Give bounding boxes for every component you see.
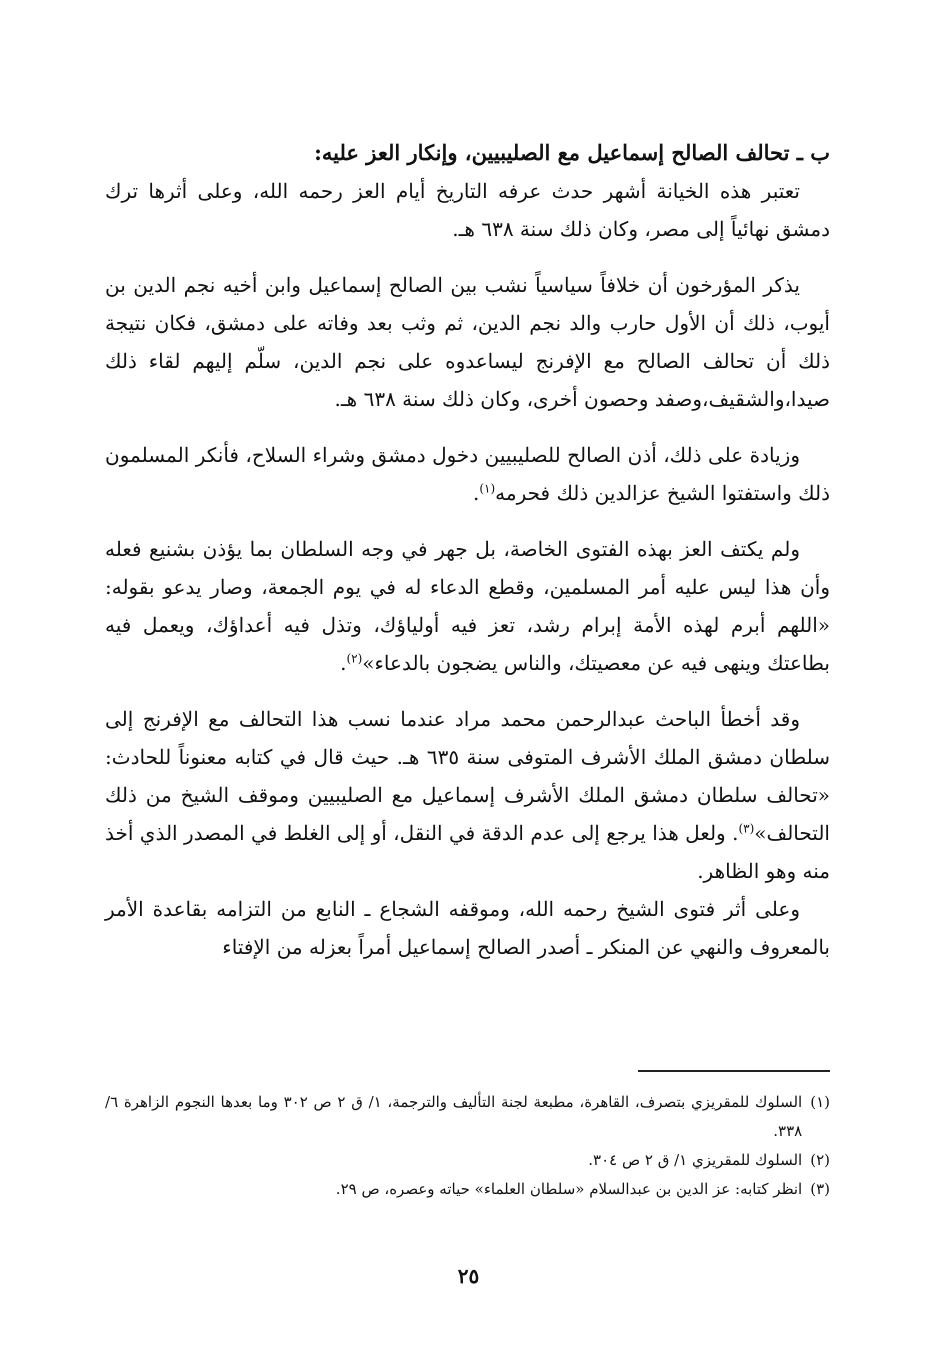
paragraph-text: ولم يكتف العز بهذه الفتوى الخاصة، بل جهر في وجه السلطان بما يؤذن بشنيع فعله وأن هذا ليس عليه أمر المسلمين، وقطع الدعاء له في يوم الجمعة، وصار يدعو بقوله: «اللهم أبرم لهذه الأمة إبرام رشد، تعز فيه أولياؤك، وتذل فيه أعداؤك، ويعمل فيه بطاعتك وينهى فيه عن معصيتك، والناس يضجون بالدعاء» [105, 537, 831, 675]
paragraph-betrayal [105, 172, 830, 248]
footnote-text: السلوك للمقريزي بتصرف، القاهرة، مطبعة لجنة التأليف والترجمة، ١/ ق ٢ ص ٣٠٢ وما بعدها النجوم الزاهرة ٦/ ٣٣٨. [105, 1093, 803, 1140]
footnote-reference[interactable]: (٣) [738, 821, 755, 836]
paragraph-dismissal [105, 890, 830, 966]
paragraph-text: وقد أخطأ الباحث عبدالرحمن محمد مراد عندما نسب هذا التحالف مع الإفرنج إلى سلطان دمشق الملك الأشرف المتوفى سنة ٦٣٥ هـ. حيث قال في كتابه معنوناً للحادث: «تحالف سلطان دمشق الملك الأشرف إسماعيل مع الصليبيين وموقف الشيخ من ذلك التحالف» [105, 707, 830, 845]
paragraph-prayer [105, 530, 830, 682]
paragraph-researcher-error [105, 700, 830, 890]
paragraph-text: يذكر المؤرخون أن خلافاً سياسياً نشب بين الصالح إسماعيل وابن أخيه نجم الدين بن أيوب، ذلك أن الأول حارب والد نجم الدين، ثم وثب بعد وفاته على دمشق، فكان نتيجة ذلك أن تحالف الصالح مع الإفرنج ليساعدوه على نجم الدين، سلّم إليهم لقاء ذلك صيدا،والشقيف،وصفد وحصون أخرى، وكان ذلك سنة ٦٣٨ هـ. [105, 273, 830, 411]
footnote-1 [105, 1088, 830, 1146]
paragraph-historians [105, 266, 830, 418]
footnote-number: (٢) [810, 1151, 830, 1169]
paragraph-fatwa [105, 436, 830, 512]
section-heading: ب ـ تحالف الصالح إسماعيل مع الصليبيين، وإنكار العز عليه: [314, 140, 830, 165]
paragraph-text-end: . ولعل هذا يرجع إلى عدم الدقة في النقل، أو إلى الغلط في المصدر الذي أخذ منه وهو الظاهر. [105, 821, 830, 883]
footnote-number: (٣) [810, 1180, 830, 1198]
footnote-text: انظر كتابه: عز الدين بن عبدالسلام «سلطان العلماء» حياته وعصره، ص ٢٩. [335, 1180, 803, 1198]
main-text [105, 134, 830, 966]
paragraph-text-end: . [340, 651, 347, 675]
footnote-3 [105, 1175, 830, 1204]
footnote-reference[interactable]: (١) [479, 481, 496, 496]
paragraph-text-end: . [472, 481, 480, 505]
paragraph-text: وعلى أثر فتوى الشيخ رحمه الله، وموقفه الشجاع ـ النابع من التزامه بقاعدة الأمر بالمعروف والنهي عن المنكر ـ أصدر الصالح إسماعيل أمراً بعزله من الإفتاء [105, 897, 830, 959]
footnote-text: السلوك للمقريزي ١/ ق ٢ ص ٣٠٤. [588, 1151, 803, 1169]
footnote-2 [105, 1146, 830, 1175]
page-number: ٢٥ [457, 1264, 480, 1288]
paragraph-text: تعتبر هذه الخيانة أشهر حدث عرفه التاريخ أيام العز رحمه الله، وعلى أثرها ترك دمشق نهائياً إلى مصر، وكان ذلك سنة ٦٣٨ هـ. [105, 179, 830, 241]
footnote-divider [638, 1070, 830, 1072]
paragraph-text: وزيادة على ذلك، أذن الصالح للصليبيين دخول دمشق وشراء السلاح، فأنكر المسلمون ذلك واستفتوا الشيخ عزالدين ذلك فحرمه [105, 443, 830, 505]
footnote-reference[interactable]: (٢) [346, 651, 363, 666]
footnote-number: (١) [810, 1093, 830, 1111]
footnotes [105, 1088, 830, 1204]
